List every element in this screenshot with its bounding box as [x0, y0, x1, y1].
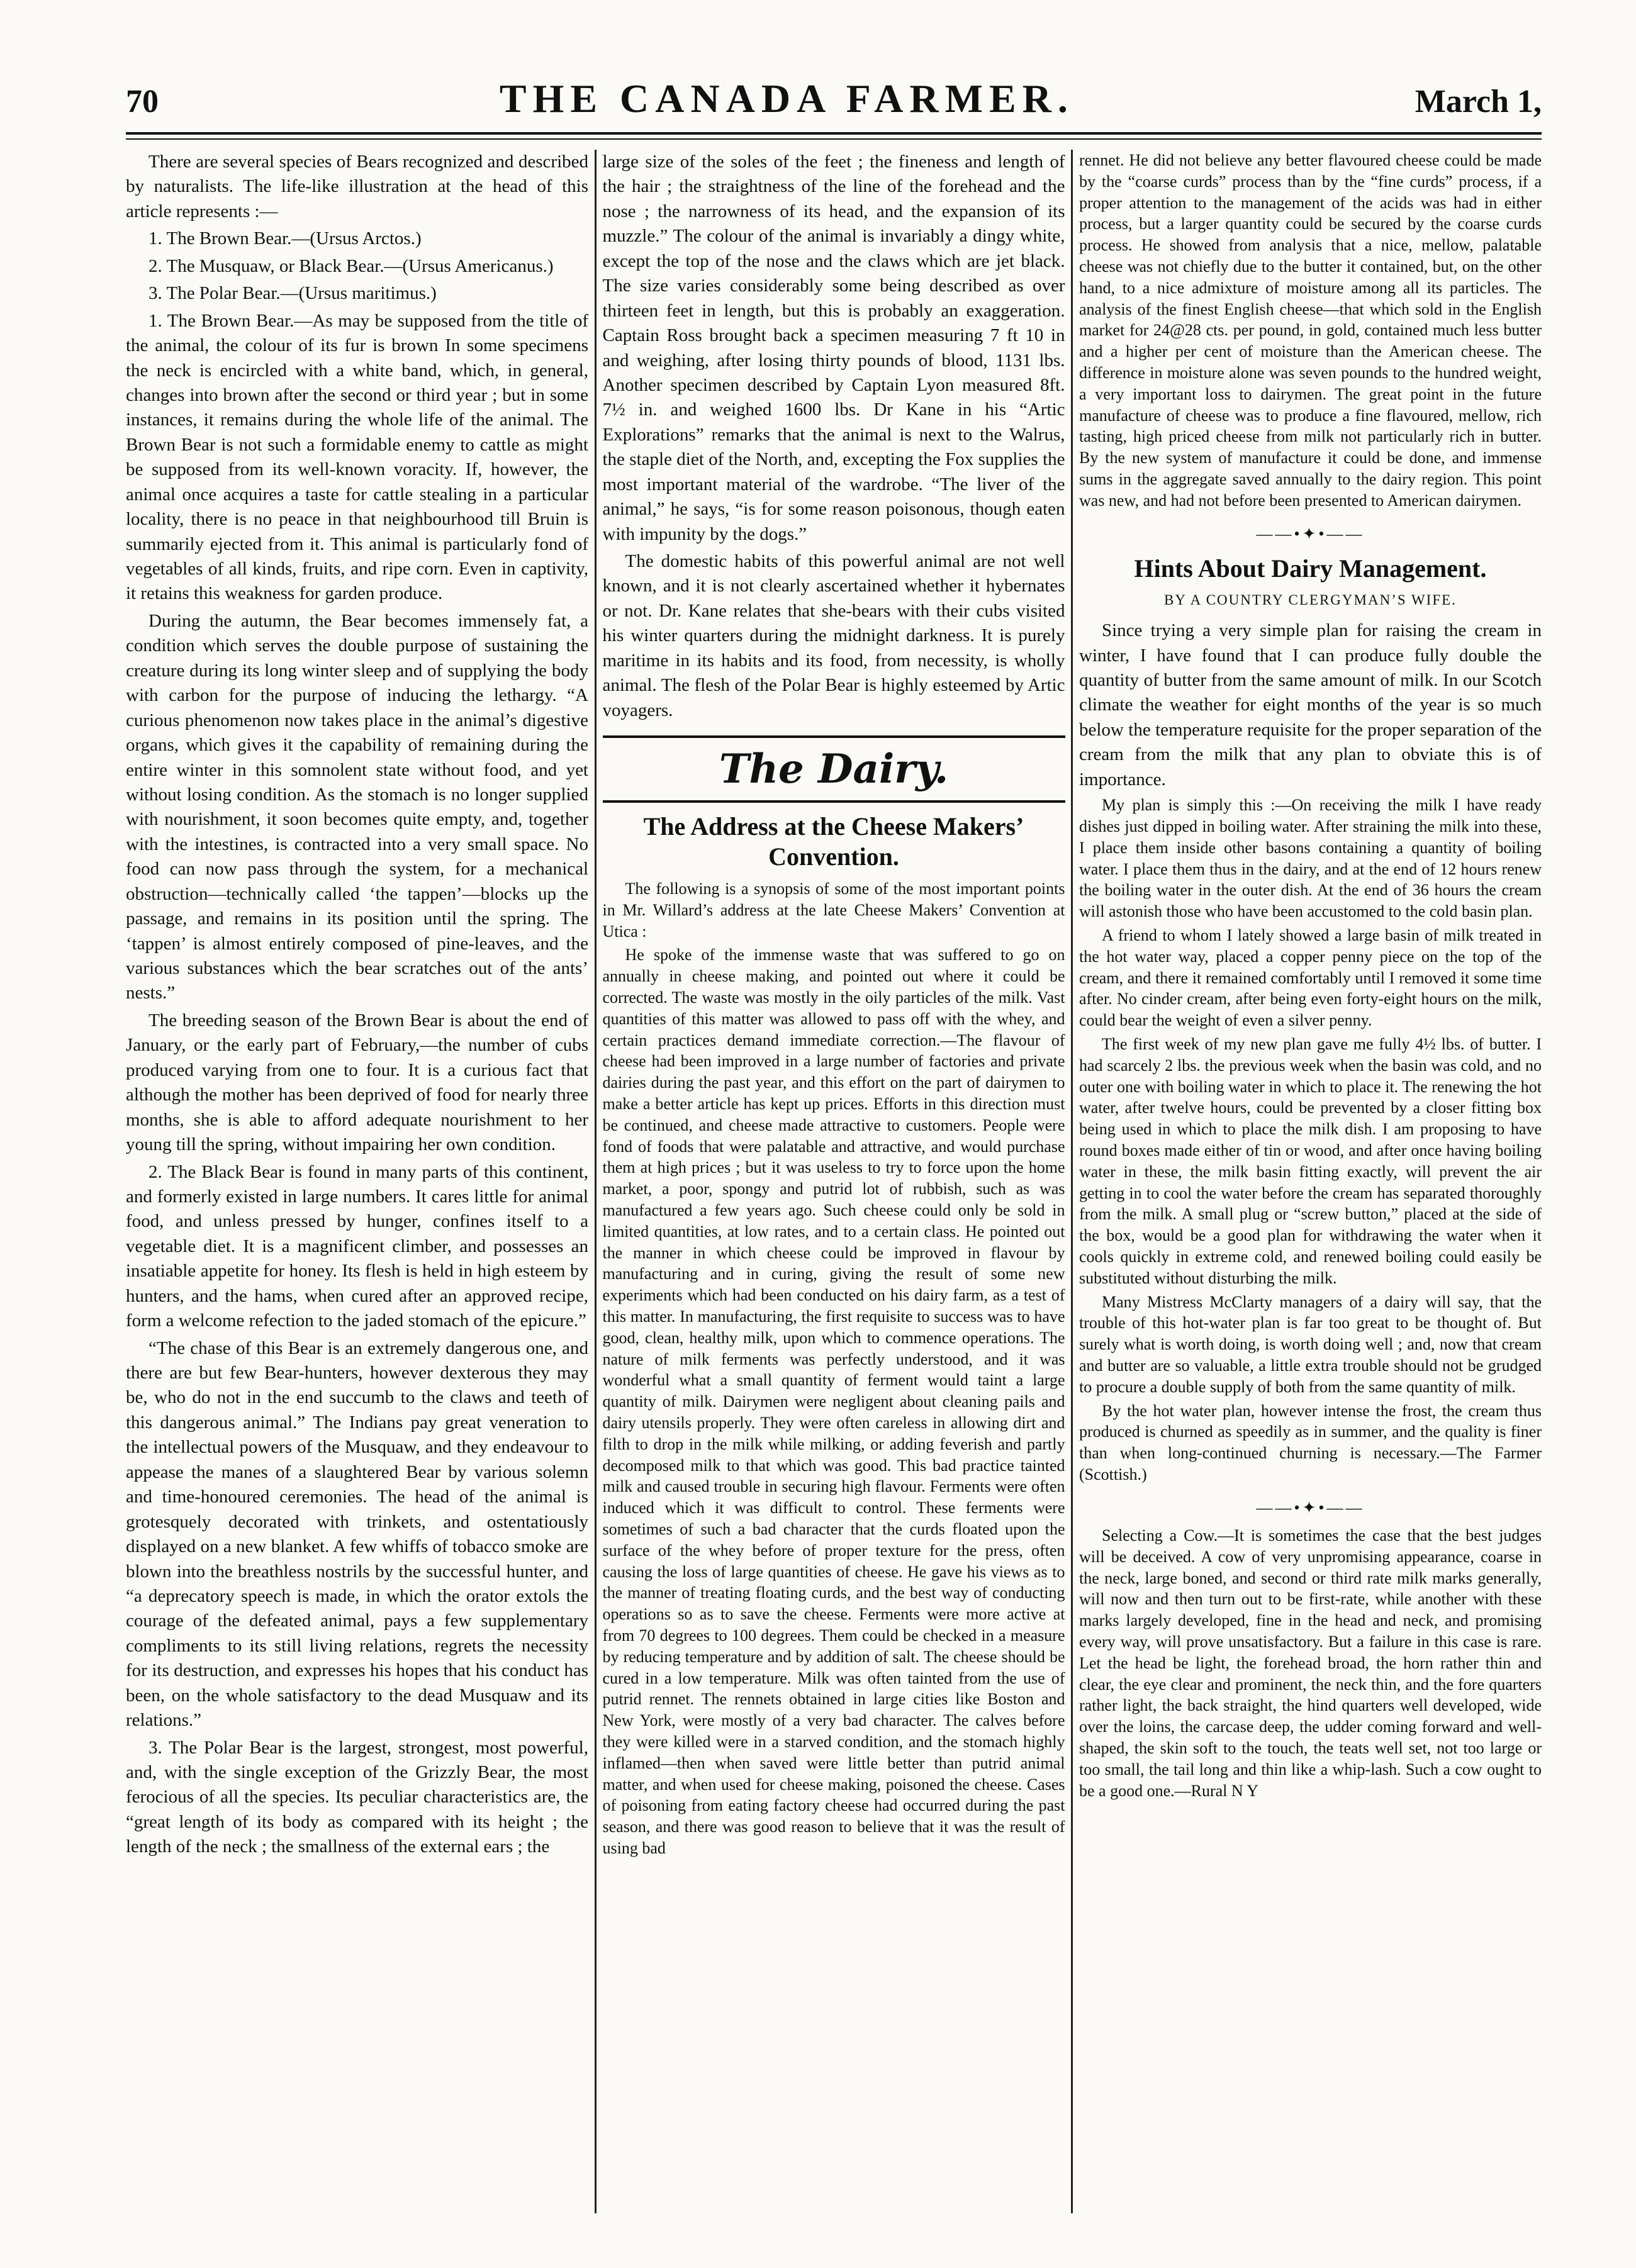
paragraph: Many Mistress McClarty managers of a dairy will say, that the trouble of this hot-water plan is far too great to be thought of. But surely what is worth doing, is worth doing well ; and, now that cream and butter are so valuable, a little extra trouble should not be grudged to procure a double supply of both from the same quantity of milk.: [1079, 1292, 1542, 1396]
masthead: [126, 75, 1542, 126]
paragraph: rennet. He did not believe any better flavoured cheese could be made by the “coarse curds” process than by the “fine curds” process, if a proper attention to the management of the acids was had in either process, but a larger quantity could be secured by the coarse curds process. He showed from analysis that a nice, mellow, palatable cheese was not chiefly due to the butter it contained, but, on the other hand, to a nice admixture of moisture among all its particles. The analysis of the finest English cheese—that which sold in the English market for 24@28 cts. per pound, in gold, contained much less butter and a higher per cent of moisture than the American cheese. The difference in moisture alone was seven pounds to the hundred weight, a very important loss to dairymen. The great point in the future manufacture of cheese was to produce a fine flavoured, mellow, rich tasting, high priced cheese from milk not particularly rich in butter. By the new system of manufacture it could be done, and immense sums in the aggregate saved annually to the dairy region. This point was new, and had not before been presented to American dairymen.: [1079, 151, 1542, 510]
paragraph: 1. The Brown Bear.—As may be supposed from the title of the animal, the colour of its fur is brown In some specimens the neck is encircled with a white band, which, in general, changes into brown after the second or third year ; but in some instances, it remains during the whole life of the animal. The Brown Bear is not such a formidable enemy to cattle as might be supposed from its well-known voracity. If, however, the animal once acquires a taste for cattle stealing in a particular locality, there is no peace in that neighbourhood till Bruin is summarily ejected from it. This animal is particularly fond of vegetables of all kinds, fruits, and ripe corn. Even in captivity, it retains this weakness for garden produce.: [126, 310, 588, 604]
paragraph: The domestic habits of this powerful animal are not well known, and it is not clearly ascertained whether it hybernates or not. Dr. Kane relates that she-bears with their cubs visited his winter quarters during the midnight darkness. It is purely maritime in its habits and its food, from necessity, is wholly animal. The flesh of the Polar Bear is highly esteemed by Artic voyagers.: [602, 551, 1065, 720]
paragraph: 3. The Polar Bear is the largest, strongest, most powerful, and, with the single exception of the Grizzly Bear, the most ferocious of all the species. Its peculiar characteristics are, the “great length of its body as compared with its height ; the length of the neck ; the smallness of the external ears ; the: [126, 1737, 588, 1857]
bears-list-item: 2. The Musquaw, or Black Bear.—(Ursus Americanus.): [148, 255, 554, 276]
paragraph: The following is a synopsis of some of the most important points in Mr. Willard’s address at the late Cheese Makers’ Convention at Utica :: [602, 880, 1065, 941]
article-heading: Hints About Dairy Management.: [1134, 554, 1487, 583]
paragraph: The first week of my new plan gave me fully 4½ lbs. of butter. I had scarcely 2 lbs. the previous week when the basin was cold, and no outer one with boiling water in which to place it. The renewing the hot water, after twelve hours, could be prevented by a closer fitting box being used in which to place the milk dish. I am proposing to have round boxes made either of tin or wood, and after once having boiling water in these, the milk basin fitting exactly, will prevent the air getting in to cool the water before the cream has separated thoroughly from the milk. A small plug or “screw button,” placed at the side of the box, would be a good plan for withdrawing the water when it cools quickly in extreme cold, and renewed boiling could easily be substituted without disturbing the milk.: [1079, 1035, 1542, 1287]
paragraph: Since trying a very simple plan for raising the cream in winter, I have found that I can produce fully double the quantity of butter from the same amount of milk. In our Scotch climate the weather for eight months of the year is so much below the temperature requisite for the proper separation of the cream from the milk that any plan to obviate this is of importance.: [1079, 620, 1542, 790]
masthead-rule: [126, 132, 1542, 140]
column-1: [126, 150, 588, 2213]
issue-date: March 1,: [1415, 84, 1542, 120]
paragraph: My plan is simply this :—On receiving the milk I have ready dishes just dipped in boiling water. After straining the milk into these, I place them inside other basons containing a quantity of boiling water. I place them thus in the dairy, and at the end of 12 hours renew the boiling water in the outer dish. At the end of 36 hours the cream will astonish those who have been accustomed to the cold basin plan.: [1079, 796, 1542, 921]
section-banner: [603, 735, 1065, 803]
article-heading: The Address at the Cheese Makers’ Convention.: [643, 812, 1024, 871]
ornament-divider: ——•✦•——: [1256, 524, 1365, 543]
paragraph: During the autumn, the Bear becomes immensely fat, a condition which serves the double purpose of sustaining the creature during its long winter sleep and of supplying the body with carbon for the purpose of inducing the lethargy. “A curious phenomenon now takes place in the animal’s digestive organs, which gives it the capability of remaining during the entire winter in this somnolent state without food, and yet without losing condition. As the stomach is no longer supplied with nourishment, it soon becomes quite empty, and, together with the intestines, is contracted into a very small space. No food can now pass through the system, for a mechanical obstruction—technically called ‘the tappen’—blocks up the passage, and remains in its position until the spring. The ‘tappen’ is almost entirely composed of pine-leaves, and the various substances which the bear scratches out of the ants’ nests.”: [126, 610, 588, 1003]
article-columns: [126, 150, 1542, 2213]
column-divider: [595, 150, 597, 2213]
paragraph: By the hot water plan, however intense the frost, the cream thus produced is churned as speedily as in summer, and the quality is finer than when long-continued churning is necessary.—The Farmer (Scottish.): [1079, 1401, 1542, 1483]
paragraph: Selecting a Cow.—It is sometimes the case that the best judges will be deceived. A cow of very unpromising appearance, coarse in the neck, large boned, and second or third rate milk marks generally, will now and then turn out to be first-rate, while another with these marks largely developed, fine in the head and neck, and promising every way, will prove unsatisfactory. But a failure in this case is rare. Let the head be light, the forehead broad, the horn rather thin and clear, the eye clear and prominent, the neck thin, and the fore quarters rather light, the back straight, the hind quarters well developed, wide over the loins, the carcase deep, the udder coming forward and well-shaped, the skin soft to the touch, the teats well set, not too large or too small, the tail long and thin like a whip-lash. Such a cow ought to be a good one.—Rural N Y: [1079, 1526, 1542, 1800]
paragraph: The breeding season of the Brown Bear is about the end of January, or the early part of February,—the number of cubs produced varying from one to four. It is a curious fact that although the mother has been deprived of food for nearly three months, she is able to afford adequate nourishment to her young till the spring, without impairing her own condition.: [126, 1010, 588, 1155]
paragraph: large size of the soles of the feet ; the fineness and length of the hair ; the straightness of the line of the forehead and the nose ; the narrowness of its head, and the expansion of its muzzle.” The colour of the animal is invariably a dingy white, except the top of the nose and the claws which are jet black. The size varies considerably some being described as over thirteen feet in length, but this is probably an exaggeration. Captain Ross brought back a specimen measuring 7 ft 10 in and weighing, after losing thirty pounds of blood, 1131 lbs. Another specimen described by Captain Lyon measured 8ft. 7½ in. and weighed 1600 lbs. Dr Kane in his “Artic Explorations” remarks that the animal is next to the Walrus, the staple diet of the North, and, excepting the Fox supplies the most important material of the wardrobe. “The liver of the animal,” he says, “is for some reason poisonous, though eaten with impunity by the dogs.”: [602, 152, 1065, 544]
page-number: 70: [126, 84, 159, 120]
column-divider: [1071, 150, 1073, 2213]
bears-intro: There are several species of Bears recognized and described by naturalists. The life-like illustration at the head of this article represents :—: [126, 152, 588, 221]
ornament-divider: ——•✦•——: [1256, 1498, 1365, 1517]
bears-list-item: 3. The Polar Bear.—(Ursus maritimus.): [148, 283, 437, 304]
paragraph: “The chase of this Bear is an extremely dangerous one, and there are but few Bear-hunters, however dexterous they may be, who do not in the end succumb to the claws and teeth of this dangerous animal.” The Indians pay great veneration to the intellectual powers of the Musquaw, and they endeavour to appease the manes of a slaughtered Bear by various solemn and time-honoured ceremonies. The head of the animal is grotesquely decorated with trinkets, and ostentatiously displayed on a new blanket. A few whiffs of tobacco smoke are blown into the breathless nostrils by the successful hunter, and “a deprecatory speech is made, in which the orator extols the courage of the defeated animal, pays a few supplementary compliments to its still living relations, regrets the necessity for its destruction, and expresses his hopes that his conduct has been, on the whole satisfactory to the dead Musquaw and its relations.”: [126, 1338, 588, 1731]
paragraph: A friend to whom I lately showed a large basin of milk treated in the hot water way, placed a copper penny piece on the top of the cream, and there it remained comfortably until I removed it some time after. No cinder cream, after being even forty-eight hours on the milk, could bear the weight of even a silver penny.: [1079, 926, 1542, 1030]
bears-list-item: 1. The Brown Bear.—(Ursus Arctos.): [148, 228, 422, 249]
column-3: [1079, 150, 1542, 2213]
paragraph: 2. The Black Bear is found in many parts of this continent, and formerly existed in large numbers. It cares little for animal food, and unless pressed by hunger, confines itself to a vegetable diet. It is a magnificent climber, and possesses an insatiable appetite for honey. Its flesh is held in high esteem by hunters, and the hams, when cured after an approved recipe, form a welcome refection to the jaded stomach of the epicure.”: [126, 1161, 588, 1331]
column-2: [603, 150, 1065, 2213]
newspaper-title: THE CANADA FARMER.: [499, 76, 1074, 121]
byline: BY A COUNTRY CLERGYMAN’S WIFE.: [1164, 591, 1457, 608]
section-title: The Dairy.: [719, 746, 949, 793]
paragraph: He spoke of the immense waste that was suffered to go on annually in cheese making, and pointed out where it could be corrected. The waste was mostly in the oily particles of the milk. Vast quantities of this matter was allowed to pass off with the whey, and certain practices demand immediate correction.—The flavour of cheese had been improved in a large number of factories and private dairies during the past year, and this effort on the part of dairymen to make a better article has kept up prices. Efforts in this direction must be continued, and cheese made attractive to customers. People were fond of foods that were palatable and attractive, and would purchase them at high prices ; but it was useless to try to force upon the home market, a poor, spongy and putrid lot of rubbish, such as was manufactured a few years ago. Such cheese could only be sold in limited quantities, at low rates, and to a certain class. He pointed out the manner in which cheese could be improved in flavour by manufacturing and in curing, giving the result of some new experiments which had been conducted on his dairy farm, as a test of this matter. In manufacturing, the first requisite to success was to have good, clean, healthy milk, upon which to commence operations. The nature of milk ferments was perfectly understood, and it was wonderful what a small quantity of ferment would taint a large quantity of milk. Dairymen were negligent about cleaning pails and dairy utensils properly. They were often careless in allowing dirt and filth to drop in the milk while milking, or adding feverish and partly decomposed milk to that which was good. This bad practice tainted milk and caused trouble in securing high flavour. Ferments were often induced which it was difficult to control. These ferments were sometimes of such a bad character that the curds floated upon the surface of the whey before of proper texture for the press, often causing the loss of large quantities of cheese. He gave his views as to the manner of treating floating curds, and the best way of conducting operations so as to save the cheese. Ferments were more active at from 70 degrees to 100 degrees. Them could be checked in a measure by reducing temperature and by addition of salt. The cheese should be cured in a low temperature. Milk was often tainted from the use of putrid rennet. The rennets obtained in large cities like Boston and New York, were mostly of a very bad character. The calves before they were killed were in a starved condition, and the stomach highly inflamed—then when saved were little better than putrid animal matter, and when used for cheese making, poisoned the cheese. Cases of poisoning from eating factory cheese had occurred during the past season, and there was good reason to believe that it was the result of using bad: [602, 946, 1065, 1857]
